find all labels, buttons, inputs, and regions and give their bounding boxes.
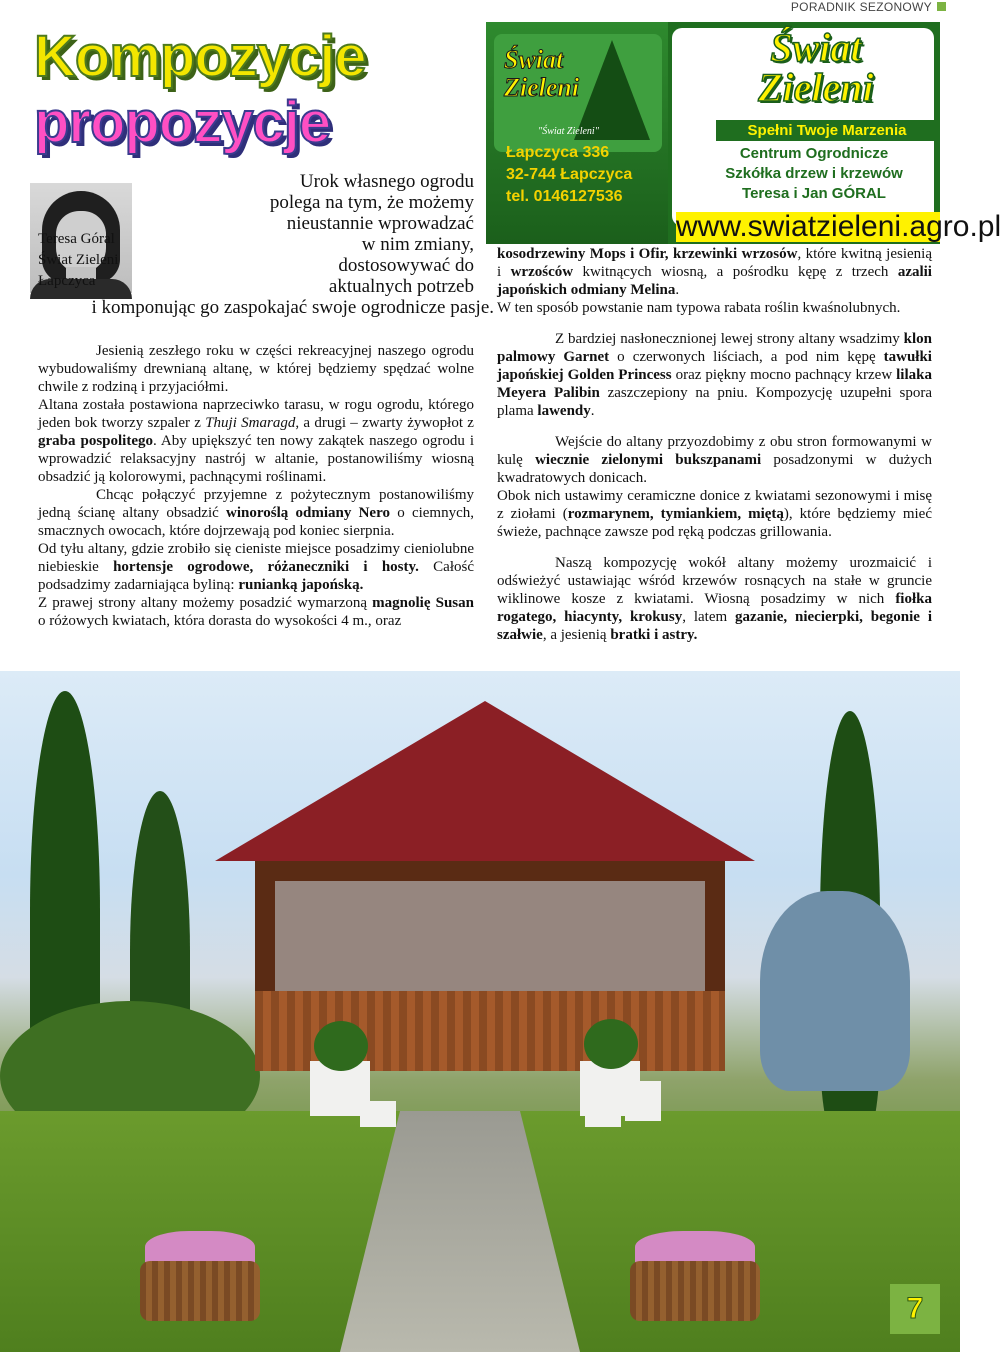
plant-name: runianką japońską.: [238, 577, 364, 593]
gazebo-glass: [275, 881, 705, 991]
boxwood-ball: [584, 1019, 638, 1069]
paragraph-text: W ten sposób powstanie nam typowa rabata roślin kwaśnolubnych.: [497, 300, 901, 316]
plant-name: gazanie, niecierpki, begonie i szałwie: [497, 609, 932, 643]
ad-brand: Świat Zieleni: [758, 25, 874, 110]
lead-line: nieustannie wprowadzać: [286, 213, 474, 234]
plant-name: tawułki japońskiej Golden Princess: [497, 349, 932, 383]
lead-line: polega na tym, że możemy: [269, 192, 474, 213]
paragraph-text: Wejście do altany przyozdobimy z obu stron formowanymi w kulę: [497, 434, 932, 468]
section-header: PORADNIK SEZONOWY: [790, 0, 932, 14]
article-title-line2: propozycje: [34, 90, 331, 155]
paragraph-text: Obok nich ustawimy ceramiczne donice z kwiatami sezonowymi i misę z ziołami (: [497, 488, 932, 522]
paragraph-text: , a jesienią: [542, 627, 611, 643]
gazebo-photo: [0, 671, 960, 1352]
article-title-line1: Kompozycje: [34, 24, 366, 89]
paragraph-text: kwitnących wiosną, a pośrodku kępę z trzech: [573, 264, 898, 280]
paragraph-text: .: [675, 282, 680, 298]
gazebo-roof: [215, 701, 755, 861]
wicker-basket: [140, 1261, 260, 1321]
page-number: 7: [890, 1284, 940, 1334]
paragraph-text: , a drugi – zwarty żywopłot z: [295, 415, 474, 431]
plant-name: wiecznie zielonymi bukszpanami: [535, 452, 762, 468]
ad-slogan: Spełni Twoje Marzenia: [716, 120, 938, 141]
paragraph-text: oraz piękny mocno pachnący krzew: [671, 367, 897, 383]
ad-line3: Teresa i Jan GÓRAL: [742, 185, 886, 202]
ad-details: [694, 144, 934, 204]
header-square-icon: [937, 2, 946, 11]
paragraph-text: posadzonymi w dużych kwadratowych donicach.: [497, 452, 933, 486]
flower-pot: [625, 1081, 661, 1121]
author-place: Łapczyca: [38, 273, 96, 289]
lead-line: i komponując go zaspokajać swoje ogrodnicze pasje.: [91, 297, 494, 318]
paragraph: [38, 594, 474, 630]
paragraph-text: o ciemnych, smacznych owocach, które dojrzewają pod koniec sierpnia.: [38, 505, 474, 539]
boxwood-ball: [314, 1021, 368, 1071]
paragraph-text: Chcąc połączyć przyjemne z pożytecznym postanowiliśmy jedną ścianę altany obsadzić: [38, 487, 474, 521]
paragraph-text: , latem: [682, 609, 736, 625]
flower-pot: [360, 1101, 396, 1127]
plant-name: bratki i astry.: [610, 627, 698, 643]
plant-name: graba pospolitego: [38, 433, 153, 449]
plant-name: lilaka Meyera Palibin: [497, 367, 932, 401]
author-name: Teresa Góral: [38, 231, 115, 247]
ad-logo-name: Świat Zieleni: [504, 45, 580, 102]
plant-name: winoroślą odmiany Nero: [226, 505, 390, 521]
paragraph-text: ), które będziemy mieć świeże, pachnące zawsze pod ręką podczas grillowania.: [497, 506, 932, 540]
paragraph: [497, 487, 932, 541]
ad-logo: [494, 34, 662, 152]
paragraph-text: .: [590, 403, 595, 419]
plant-name: wrzośców: [510, 264, 574, 280]
ad-url: www.swiatzieleni.agro.pl: [676, 210, 1001, 243]
ad-address: [506, 142, 632, 208]
paragraph: [497, 245, 932, 299]
flower-pot: [585, 1101, 621, 1127]
plant-name: hortensje ogrodowe, różaneczniki i hosty.: [113, 559, 419, 575]
paragraph-text: , które kwitną jesienią i: [497, 246, 932, 280]
plant-name: fiołka rogatego, hiacynty, krokusy: [497, 591, 932, 625]
lead-line: aktualnych potrzeb: [328, 276, 474, 297]
ad-address-line1: Łapczyca 336: [506, 144, 610, 161]
paragraph: [38, 342, 474, 396]
paragraph-text: Jesienią zeszłego roku w części rekreacyjnej naszego ogrodu wybudowaliśmy drewnianą altanę, w której będziemy spędzać wolne chwile z rodziną i przyjaciółmi.: [38, 343, 474, 395]
author-company: Świat Zieleni: [38, 252, 119, 268]
plant-name: lawendy: [537, 403, 591, 419]
plant-name: rozmarynem, tymiankiem, miętą: [567, 506, 784, 522]
plant-name: azalii japońskich odmiany Melina: [497, 264, 932, 298]
ad-phone: tel. 0146127536: [506, 188, 623, 205]
paragraph: [38, 396, 474, 486]
article-left-column: [38, 342, 474, 630]
lead-line: Urok własnego ogrodu: [299, 171, 474, 192]
paragraph: [38, 486, 474, 540]
paragraph-text: Naszą kompozycję wokół altany możemy urozmaicić i odświeżyć ustawiając wśród krzewów rosnących na stałe w gruncie wiklinowe kosze z kwiatami. Wiosną posadzimy w nich: [497, 555, 932, 607]
paragraph: [497, 299, 932, 317]
wicker-basket: [630, 1261, 760, 1321]
ad-line2: Szkółka drzew i krzewów: [725, 165, 903, 182]
blue-spruce: [760, 891, 910, 1091]
paragraph-text: . Aby upiększyć ten nowy zakątek naszego ogrodu i wprowadzić relaksacyjny nastrój w altanie, postanowiliśmy wiosną obsadzić ją kolorowymi, pachnącymi roślinami.: [38, 433, 474, 485]
paragraph-text: o czerwonych liściach, a pod nim kępę: [609, 349, 884, 365]
plant-name: klon palmowy Garnet: [497, 331, 932, 365]
paragraph-text: Z bardziej nasłonecznionej lewej strony altany wsadzimy: [555, 331, 904, 347]
paragraph: [497, 433, 932, 487]
article-lead: [34, 171, 494, 318]
paragraph-text: zaszczepiony na pniu. Kompozycję uzupełni spora plama: [497, 385, 932, 419]
article-right-column: [497, 245, 932, 644]
ad-address-line2: 32-744 Łapczyca: [506, 166, 633, 183]
lead-line: dostosowywać do: [338, 255, 474, 276]
paragraph-text: Od tyłu altany, gdzie zrobiło się cieniste miejsce posadzimy cieniolubne niebieskie: [38, 541, 474, 575]
plant-name: Thuji Smaragd: [205, 415, 296, 431]
paragraph-text: Całość podsadzimy zadarniająca byliną:: [38, 559, 474, 593]
ad-logo-caption: "Świat Zieleni": [538, 126, 599, 137]
plant-name: kosodrzewiny Mops i Ofir, krzewinki wrzosów: [497, 246, 798, 262]
paragraph-text: Z prawej strony altany możemy posadzić wymarzoną: [38, 595, 373, 611]
paragraph-text: o różowych kwiatach, która dorasta do wysokości 4 m., oraz: [38, 613, 402, 629]
paragraph: [497, 330, 932, 420]
lead-line: w nim zmiany,: [361, 234, 474, 255]
paragraph: [38, 540, 474, 594]
paragraph-text: Altana została postawiona naprzeciwko tarasu, w rogu ogrodu, którego jeden bok tworzy szpaler z: [38, 397, 474, 431]
paragraph: [497, 554, 932, 644]
plant-name: magnolię Susan: [372, 595, 474, 611]
ad-line1: Centrum Ogrodnicze: [739, 145, 889, 162]
